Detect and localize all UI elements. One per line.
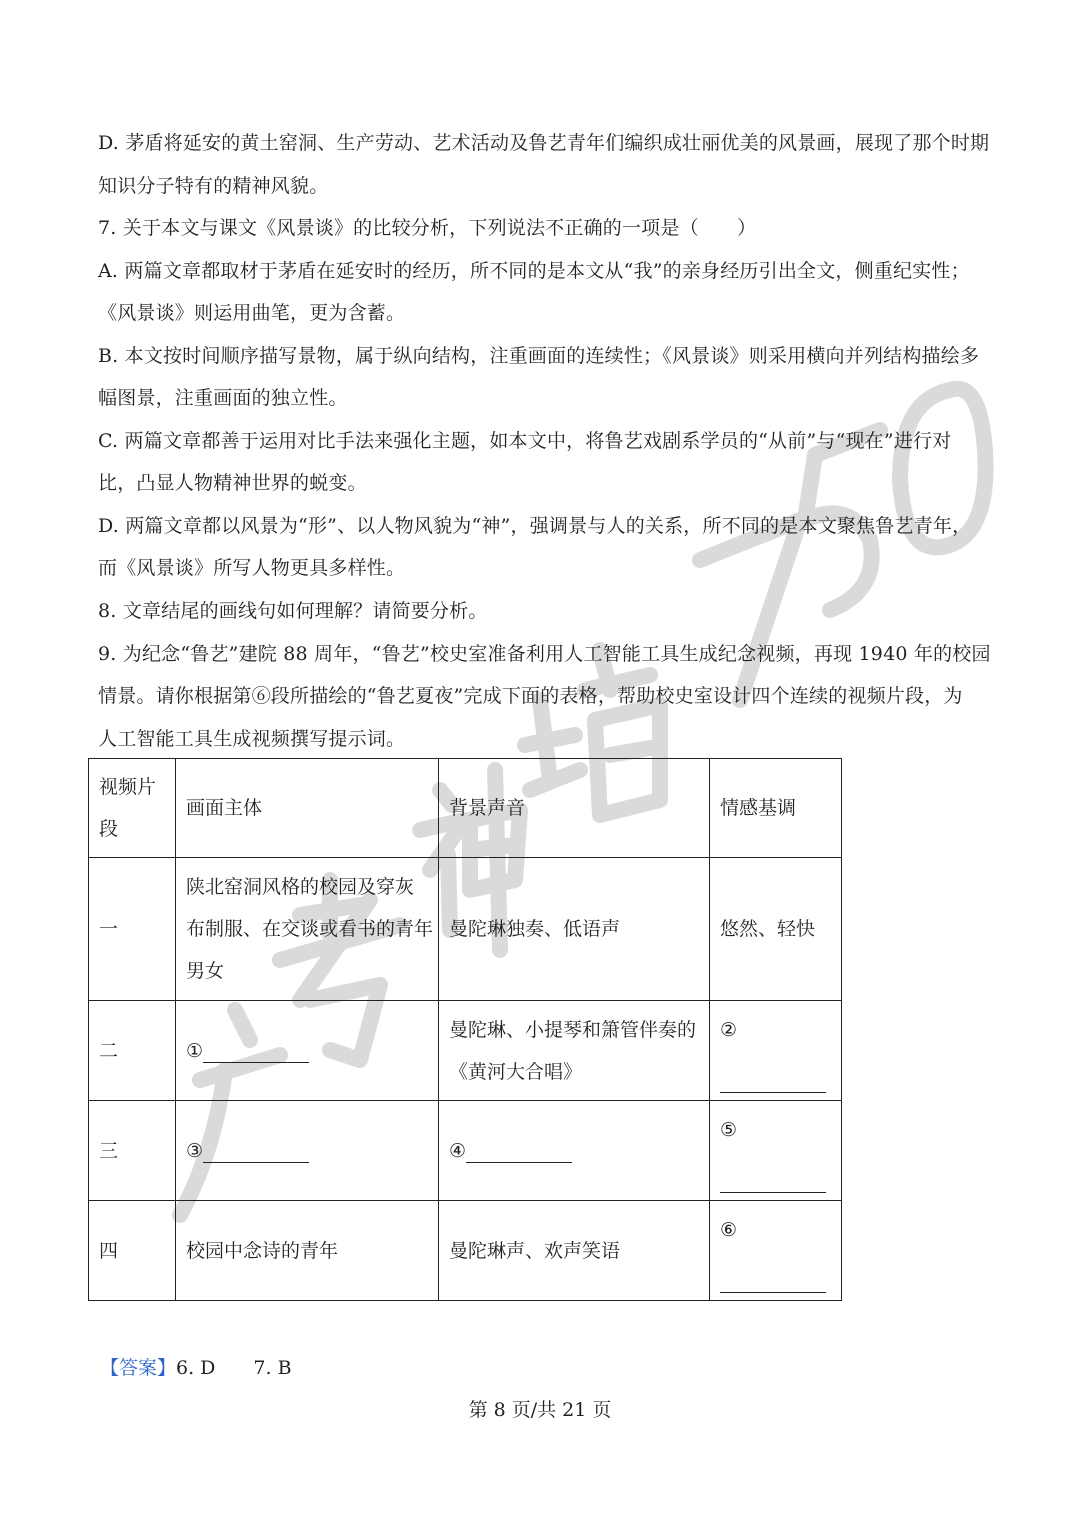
blank-marker: ⑥ bbox=[720, 1218, 738, 1241]
blank-marker: ② bbox=[720, 1018, 738, 1041]
sound-cell: 曼陀琳、小提琴和箫管伴奏的 《黄河大合唱》 bbox=[439, 1001, 710, 1101]
sound-cell: 曼陀琳独奏、低语声 bbox=[439, 858, 710, 1001]
answer-blank[interactable] bbox=[203, 1042, 309, 1063]
subject-cell: 校园中念诗的青年 bbox=[176, 1201, 439, 1301]
option-d-line2: 而《风景谈》所写人物更具多样性。 bbox=[98, 557, 406, 579]
mood-cell: 悠然、轻快 bbox=[710, 858, 842, 1001]
option-d-q6-line1: D. 茅盾将延安的黄土窑洞、生产劳动、艺术活动及鲁艺青年们编织成壮丽优美的风景画，展现了那个时期 bbox=[98, 132, 990, 154]
table-header-row bbox=[89, 759, 842, 858]
subject-cell: 陕北窑洞风格的校园及穿灰 布制服、在交谈或看书的青年 男女 bbox=[176, 858, 439, 1001]
answer-line bbox=[100, 1356, 292, 1380]
option-d-line1: D. 两篇文章都以风景为“形”、以人物风貌为“神”，强调景与人的关系，所不同的是本文聚焦鲁艺青年， bbox=[98, 515, 972, 537]
option-d-q6-line2: 知识分子特有的精神风貌。 bbox=[98, 175, 329, 197]
blank-marker: ① bbox=[186, 1039, 204, 1062]
option-a-line1: A. 两篇文章都取材于茅盾在延安时的经历，所不同的是本文从“我”的亲身经历引出全文，侧重纪实性； bbox=[98, 260, 970, 282]
option-c-line1: C. 两篇文章都善于运用对比手法来强化主题，如本文中，将鲁艺戏剧系学员的“从前”与“现在”进行对 bbox=[98, 430, 952, 452]
question-7-stem: 7. 关于本文与课文《风景谈》的比较分析，下列说法不正确的一项是（ ） bbox=[98, 217, 757, 239]
answer-blank[interactable] bbox=[203, 1142, 309, 1163]
page-number: 第 8 页/共 21 页 bbox=[468, 1399, 612, 1421]
answer-blank[interactable] bbox=[720, 1272, 826, 1293]
answer-blank[interactable] bbox=[720, 1172, 826, 1193]
answer-q6: 6. D bbox=[176, 1357, 216, 1379]
question-9-line2: 情景。请你根据第⑥段所描绘的“鲁艺夏夜”完成下面的表格，帮助校史室设计四个连续的视频片段，为 bbox=[98, 685, 963, 707]
table-row bbox=[89, 1001, 842, 1101]
segment-cell: 四 bbox=[89, 1201, 176, 1301]
answer-tag: 【答案】 bbox=[100, 1357, 177, 1379]
question-9-line3: 人工智能工具生成视频撰写提示词。 bbox=[98, 728, 406, 750]
option-b-line2: 幅图景，注重画面的独立性。 bbox=[98, 387, 348, 409]
video-segment-table bbox=[88, 758, 842, 1301]
blank-marker: ④ bbox=[449, 1139, 467, 1162]
segment-cell: 三 bbox=[89, 1101, 176, 1201]
subject-cell bbox=[176, 1101, 439, 1201]
segment-cell: 一 bbox=[89, 858, 176, 1001]
header-sound: 背景声音 bbox=[439, 759, 710, 858]
option-b-line1: B. 本文按时间顺序描写景物，属于纵向结构，注重画面的连续性；《风景谈》则采用横向并列结构描绘多 bbox=[98, 345, 980, 367]
table-row bbox=[89, 1101, 842, 1201]
segment-cell: 二 bbox=[89, 1001, 176, 1101]
mood-cell bbox=[710, 1101, 842, 1201]
header-segment: 视频片 段 bbox=[89, 759, 176, 858]
answer-blank[interactable] bbox=[466, 1142, 572, 1163]
header-mood: 情感基调 bbox=[710, 759, 842, 858]
mood-cell bbox=[710, 1201, 842, 1301]
question-8: 8. 文章结尾的画线句如何理解？请简要分析。 bbox=[98, 600, 488, 622]
sound-cell bbox=[439, 1101, 710, 1201]
option-a-line2: 《风景谈》则运用曲笔，更为含蓄。 bbox=[98, 302, 406, 324]
subject-cell bbox=[176, 1001, 439, 1101]
question-9-line1: 9. 为纪念“鲁艺”建院 88 周年，“鲁艺”校史室准备利用人工智能工具生成纪念视频，再现 1940 年的校园 bbox=[98, 643, 991, 665]
answer-blank[interactable] bbox=[720, 1072, 826, 1093]
sound-cell: 曼陀琳声、欢声笑语 bbox=[439, 1201, 710, 1301]
blank-marker: ⑤ bbox=[720, 1118, 738, 1141]
table-row bbox=[89, 858, 842, 1001]
answer-q7: 7. B bbox=[253, 1357, 292, 1379]
header-subject: 画面主体 bbox=[176, 759, 439, 858]
blank-marker: ③ bbox=[186, 1139, 204, 1162]
mood-cell bbox=[710, 1001, 842, 1101]
table-row bbox=[89, 1201, 842, 1301]
option-c-line2: 比，凸显人物精神世界的蜕变。 bbox=[98, 472, 367, 494]
